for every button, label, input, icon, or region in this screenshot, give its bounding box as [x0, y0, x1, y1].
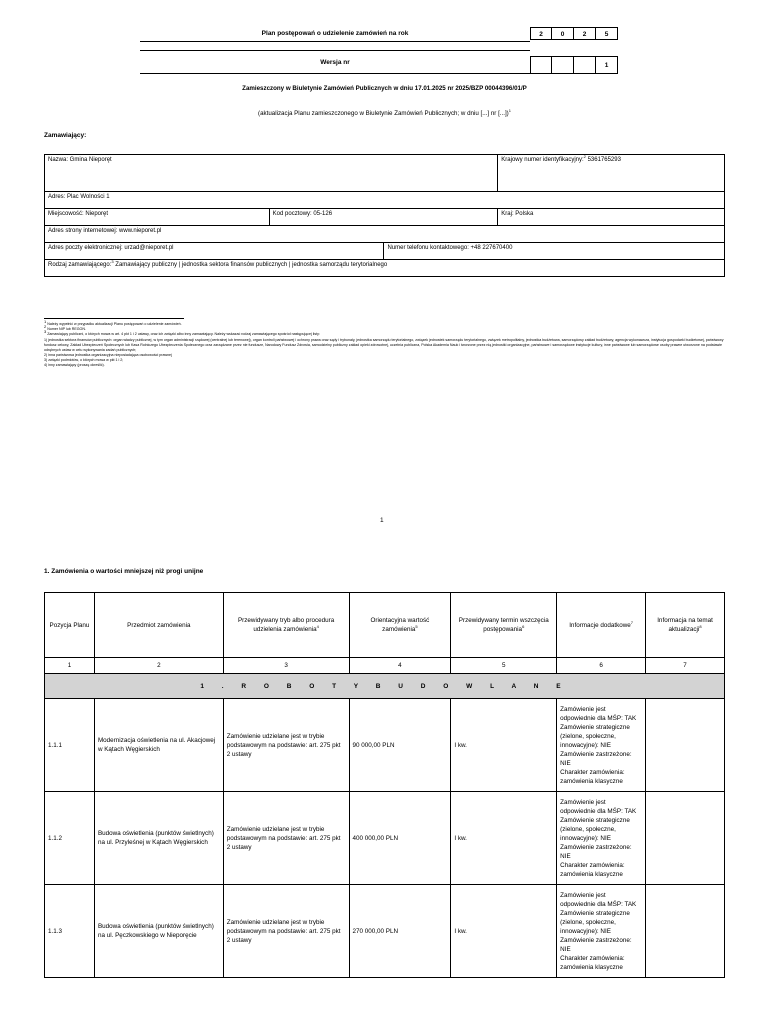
column-number: 3 [223, 658, 349, 674]
entity-email: Adres poczty elektronicznej: urzad@nieporet.pl [45, 243, 384, 260]
footnote-text: Zamawiający publiczni, o których mowa w art. 4 pkt 1 i 2 ustawy, oraz ich związki albo inny zamawiający. Należy wskazać rodzaj zamawiającego spośród następującej listy: [47, 332, 320, 337]
entity-city: Miejscowość: Nieporęt [45, 209, 270, 226]
footnote-number: 2 [44, 324, 47, 330]
version-digit [574, 56, 596, 74]
page-number: 1 [380, 517, 384, 524]
column-header: Przedmiot zamówienia [94, 593, 223, 658]
column-number: 4 [349, 658, 451, 674]
entity-type [45, 260, 725, 277]
table-row [45, 699, 725, 792]
table-row [45, 792, 725, 885]
table-header-row [45, 593, 725, 658]
footnote [44, 363, 724, 368]
header-divider [140, 50, 530, 51]
procurement-table [44, 592, 725, 978]
cell-info: Zamówienie jest odpowiednie dla MŚP: TAK Zamówienie strategiczne (zielone, społeczne, innowacyjne): NIE Zamówienie zastrzeżone: NIE Charakter zamówienia: zamówienia klasyczne [557, 792, 646, 885]
cell-position: 1.1.3 [45, 885, 95, 978]
version-digit [552, 56, 574, 74]
version-digit: 1 [596, 56, 618, 74]
entity-id [498, 155, 725, 192]
update-note-text: (aktualizacja Planu zamieszczonego w Biuletynie Zamówień Publicznych; w dniu [...] nr [...]) [258, 110, 509, 117]
entity-type-value: Zamawiający publiczny | jednostka sektora finansów publicznych | jednostka samorządu terytorialnego [115, 262, 388, 268]
cell-update [646, 699, 725, 792]
entity-name: Nazwa: Gmina Nieporęt [45, 155, 498, 192]
column-number: 2 [94, 658, 223, 674]
footnote-ref: 2 [583, 154, 586, 159]
footnote-text: 4) inny zamawiający (proszę określić). [44, 362, 105, 367]
column-header: Informacje dodatkowe$^7$ [557, 593, 646, 658]
footnote-text: 3) związki podmiotów, o których mowa w pkt 1 i 2; [44, 357, 124, 362]
footnote-text: Należy wypełnić w przypadku aktualizacji Planu postępowań o udzielenie zamówień. [47, 322, 182, 327]
group-row [45, 674, 725, 699]
cell-value: 400 000,00 PLN [349, 792, 451, 885]
cell-position: 1.1.2 [45, 792, 95, 885]
cell-info: Zamówienie jest odpowiednie dla MŚP: TAK Zamówienie strategiczne (zielone, społeczne, innowacyjne): NIE Zamówienie zastrzeżone: NIE Charakter zamówienia: zamówienia klasyczne [557, 699, 646, 792]
column-number: 6 [557, 658, 646, 674]
entity-table [44, 154, 725, 277]
column-number: 7 [646, 658, 725, 674]
column-number: 1 [45, 658, 95, 674]
cell-mode: Zamówienie udzielane jest w trybie podstawowym na podstawie: art. 275 pkt 2 ustawy [223, 885, 349, 978]
footnotes [44, 318, 724, 368]
cell-value: 270 000,00 PLN [349, 885, 451, 978]
entity-address: Adres: Plac Wolności 1 [45, 192, 725, 209]
footnote-text: 1) jednostka sektora finansów publicznych: organ władzy publicznej, w tym organ administracji rządowej (centralnej lub terenowej), organ kontroli państwowej i ochrony prawa oraz sądy i trybunały, jednostka samorządu terytorialnego, związek jednostek samorządu terytorialnego, związek metropolitalny, jednostka budżetowa, samorządowy zakład budżetowy, agencja wykonawcza, instytucja gospodarki budżetowej, państwowy fundusz celowy, Zakład Ubezpieczeń Społecznych lub Kasa Rolniczego Ubezpieczenia Społecznego oraz zarządzane przez nie fundusze, Narodowy Fundusz Zdrowia, samodzielny publiczny zakład opieki zdrowotnej, uczelnia publiczna, Polska Akademia Nauk i tworzone przez nią jednostki organizacyjne, państwowe i samorządowe instytucje kultury, inne państwowe lub samorządowe osoby prawne utworzone na podstawie odrębnych ustaw w celu wykonywania zadań publicznych; [44, 337, 724, 352]
publication-info: Zamieszczony w Biuletynie Zamówień Publicznych w dniu 17.01.2025 nr 2025/BZP 00044396/01/P [242, 85, 527, 92]
header-divider [140, 73, 530, 74]
entity-id-label: Krajowy numer identyfikacyjny: [501, 157, 584, 163]
footnote-text: 2) inna państwowa jednostka organizacyjna nieposiadająca osobowości prawnej [44, 352, 172, 357]
footnote-number: 3 [44, 329, 47, 335]
update-note [44, 107, 725, 117]
entity-id-value: 5361765293 [587, 157, 621, 163]
cell-mode: Zamówienie udzielane jest w trybie podstawowym na podstawie: art. 275 pkt 2 ustawy [223, 792, 349, 885]
entity-heading: Zamawiający: [44, 132, 87, 139]
year-digit: 2 [530, 27, 552, 40]
header-divider [140, 41, 530, 42]
cell-subject: Modernizacja oświetlenia na ul. Akacjowej w Kątach Węgierskich [94, 699, 223, 792]
version-digit [530, 56, 552, 74]
cell-update [646, 792, 725, 885]
entity-type-label: Rodzaj zamawiającego: [48, 262, 112, 268]
cell-value: 90 000,00 PLN [349, 699, 451, 792]
column-header: Pozycja Planu [45, 593, 95, 658]
cell-mode: Zamówienie udzielane jest w trybie podstawowym na podstawie: art. 275 pkt 2 ustawy [223, 699, 349, 792]
group-title: 1 . R O B O T Y B U D O W L A N E [45, 674, 725, 699]
table-row [45, 885, 725, 978]
column-header: Przewidywany tryb albo procedura udzielenia zamówienia$^4$ [223, 593, 349, 658]
year-digit: 0 [552, 27, 574, 40]
cell-subject: Budowa oświetlenia (punktów świetlnych) na ul. Przyleśnej w Kątach Węgierskich [94, 792, 223, 885]
footnote-text: Numer NIP lub REGON. [47, 327, 86, 332]
column-number-row [45, 658, 725, 674]
entity-country: Kraj: Polska [498, 209, 725, 226]
column-number: 5 [451, 658, 557, 674]
cell-term: I kw. [451, 699, 557, 792]
cell-term: I kw. [451, 792, 557, 885]
column-header: Przewidywany termin wszczęcia postępowania$^6$ [451, 593, 557, 658]
year-digit: 5 [596, 27, 618, 40]
cell-info: Zamówienie jest odpowiednie dla MŚP: TAK Zamówienie strategiczne (zielone, społeczne, innowacyjne): NIE Zamówienie zastrzeżone: NIE Charakter zamówienia: zamówienia klasyczne [557, 885, 646, 978]
plan-title: Plan postępowań o udzielenie zamówień na rok [261, 30, 409, 37]
footnote-number: 1 [44, 319, 47, 324]
version-boxes [530, 56, 618, 74]
year-boxes [530, 27, 618, 40]
section-title: 1. Zamówienia o wartości mniejszej niż progi unijne [44, 568, 204, 575]
cell-update [646, 885, 725, 978]
cell-position: 1.1.1 [45, 699, 95, 792]
footnote-separator [44, 318, 184, 319]
cell-term: I kw. [451, 885, 557, 978]
footnote-ref: 1 [508, 107, 511, 113]
entity-phone: Numer telefonu kontaktowego: +48 227670400 [384, 243, 725, 260]
year-digit: 2 [574, 27, 596, 40]
entity-postal: Kod pocztowy: 05-126 [269, 209, 498, 226]
column-header: Orientacyjna wartość zamówienia$^5$ [349, 593, 451, 658]
footnote-ref: 3 [111, 259, 114, 264]
cell-subject: Budowa oświetlenia (punktów świetlnych) na ul. Pęczkowskiego w Nieporęcie [94, 885, 223, 978]
column-header: Informacja na temat aktualizacji$^8$ [646, 593, 725, 658]
version-label: Wersja nr [320, 59, 350, 66]
footnote [44, 338, 724, 353]
entity-website: Adres strony internetowej: www.nieporet.pl [45, 226, 725, 243]
